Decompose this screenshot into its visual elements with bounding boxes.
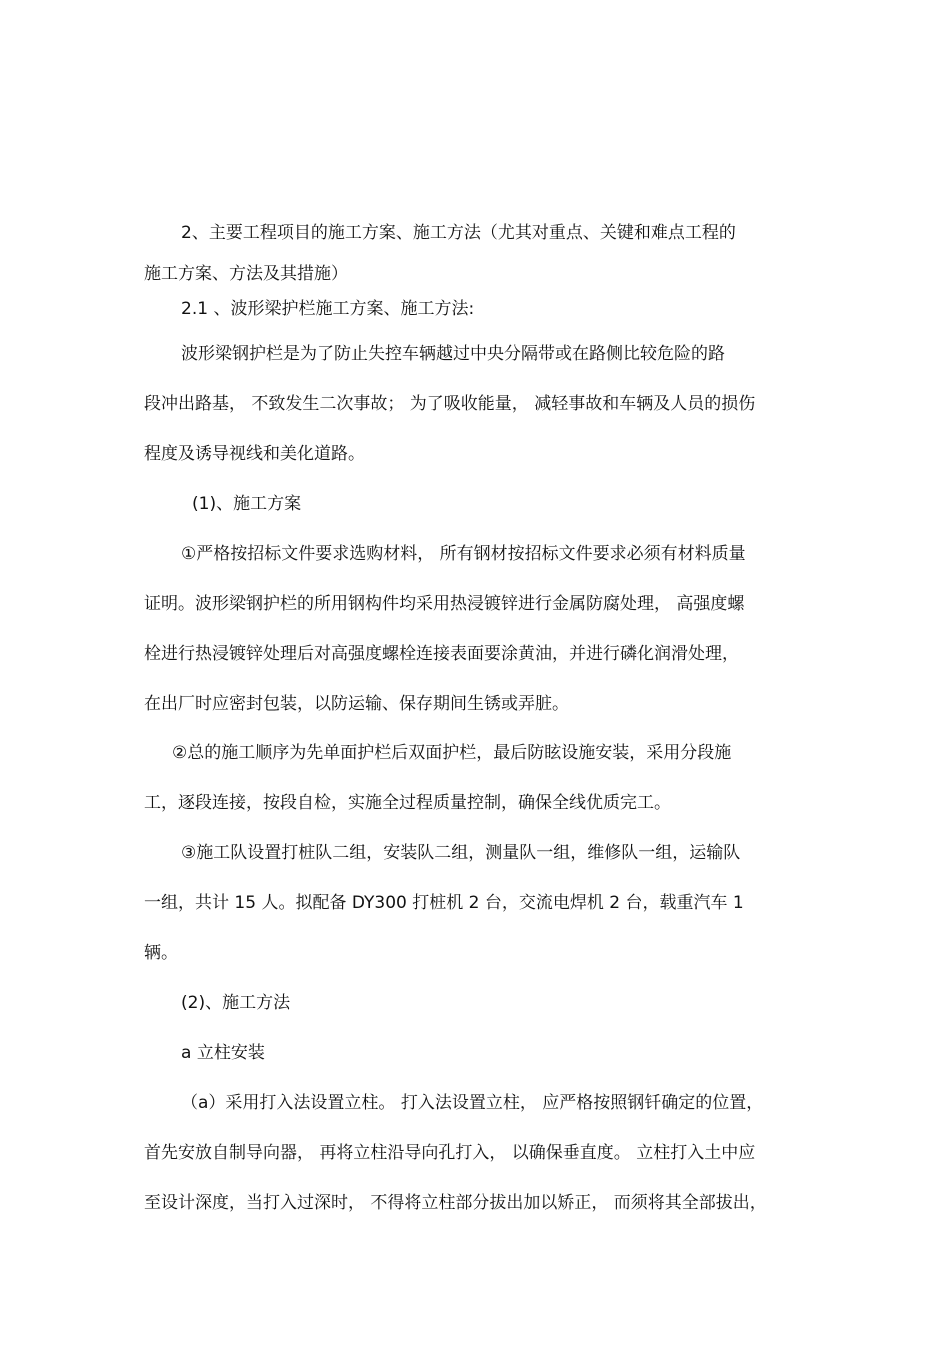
paragraph-line: ①严格按招标文件要求选购材料， 所有钢材按招标文件要求必须有材料质量 — [181, 544, 746, 564]
paragraph-line: 程度及诱导视线和美化道路。 — [144, 444, 365, 464]
paragraph-line: 一组，共计 15 人。拟配备 DY300 打桩机 2 台，交流电焊机 2 台，载重汽车 1 — [144, 893, 744, 913]
paragraph-line: 证明。波形梁钢护栏的所用钢构件均采用热浸镀锌进行金属防腐处理， 高强度螺 — [144, 594, 745, 614]
paragraph-line: ③施工队设置打桩队二组，安装队二组，测量队一组，维修队一组，运输队 — [181, 843, 741, 863]
paragraph-line: 首先安放自制导向器， 再将立柱沿导向孔打入， 以确保垂直度。 立柱打入土中应 — [144, 1143, 756, 1163]
paragraph-line: 栓进行热浸镀锌处理后对高强度螺栓连接表面要涂黄油，并进行磷化润滑处理， — [144, 644, 739, 664]
paragraph-line: 波形梁钢护栏是为了防止失控车辆越过中央分隔带或在路侧比较危险的路 — [181, 344, 725, 364]
paragraph-line: 段冲出路基， 不致发生二次事故； 为了吸收能量， 减轻事故和车辆及人员的损伤 — [144, 394, 756, 414]
item-subheading: a 立柱安装 — [181, 1043, 265, 1063]
paragraph-line: （a）采用打入法设置立柱。 打入法设置立柱， 应严格按照钢钎确定的位置， — [181, 1093, 764, 1113]
subsection-heading: 2.1 、波形梁护栏施工方案、施工方法: — [181, 299, 475, 319]
section-heading-cont: 施工方案、方法及其措施） — [144, 264, 348, 284]
item-heading: (1)、施工方案 — [192, 494, 302, 514]
paragraph-line: 至设计深度，当打入过深时， 不得将立柱部分拔出加以矫正， 而须将其全部拔出， — [144, 1193, 767, 1213]
item-heading: (2)、施工方法 — [181, 993, 291, 1013]
section-heading: 2、主要工程项目的施工方案、施工方法（尤其对重点、关键和难点工程的 — [181, 223, 736, 243]
paragraph-line: ②总的施工顺序为先单面护栏后双面护栏，最后防眩设施安装，采用分段施 — [172, 743, 732, 763]
paragraph-line: 工，逐段连接，按段自检，实施全过程质量控制，确保全线优质完工。 — [144, 793, 671, 813]
paragraph-line: 在出厂时应密封包装，以防运输、保存期间生锈或弄脏。 — [144, 694, 569, 714]
paragraph-line: 辆。 — [144, 943, 178, 963]
